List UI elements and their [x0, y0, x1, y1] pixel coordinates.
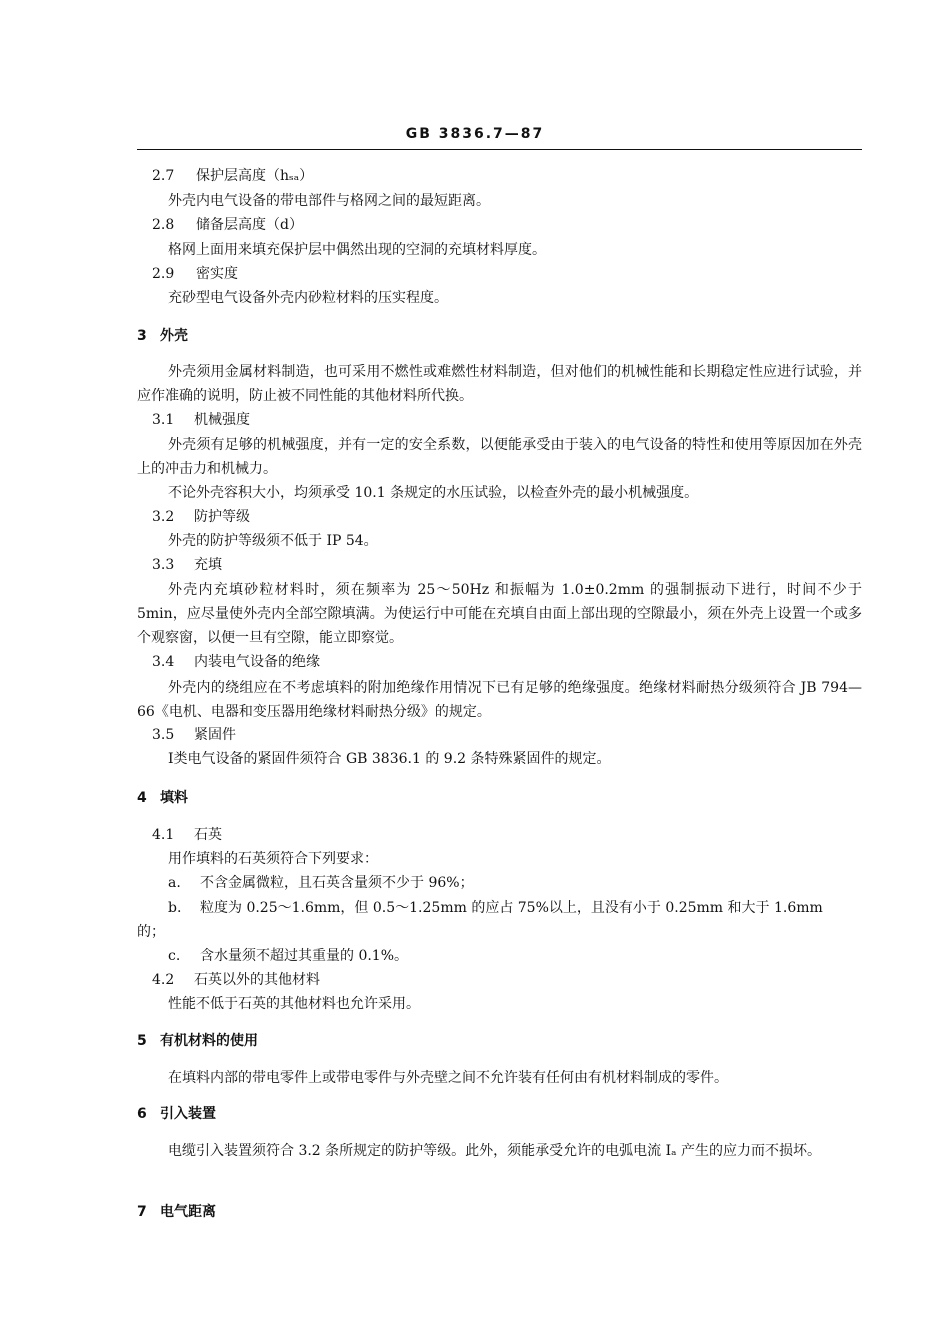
clause-3-1-text-2: 不论外壳容积大小，均须承受 10.1 条规定的水压试验，以检查外壳的最小机械强度。: [168, 485, 699, 501]
header-rule: [137, 149, 862, 150]
clause-2-9-body: 充砂型电气设备外壳内砂粒材料的压实程度。: [168, 290, 448, 306]
clause-4-1-title: 石英: [194, 827, 222, 843]
clause-3-1-number: 3.1: [152, 412, 175, 428]
item-c-text: 含水量须不超过其重量的 0.1%。: [200, 948, 409, 964]
clause-2-8-number: 2.8: [152, 217, 175, 233]
section-6-title: 引入装置: [160, 1106, 216, 1122]
clause-2-9-number: 2.9: [152, 266, 175, 282]
clause-2-7-title: 保护层高度（hₛₐ）: [196, 168, 314, 184]
clause-4-2-body: 性能不低于石英的其他材料也允许采用。: [168, 996, 420, 1012]
section-5-number: 5: [137, 1033, 147, 1049]
clause-2-8-title: 储备层高度（d）: [196, 217, 303, 233]
clause-4-1-number: 4.1: [152, 827, 175, 843]
item-a-label: a.: [168, 875, 181, 891]
clause-3-4-text: 外壳内的绕组应在不考虑填料的附加绝缘作用情况下已有足够的绝缘强度。绝缘材料耐热分级须符合 JB 794—66《电机、电器和变压器用绝缘材料耐热分级》的规定。: [137, 680, 862, 720]
clause-3-4-paragraph: [137, 676, 862, 724]
clause-2-7-number: 2.7: [152, 168, 175, 184]
clause-2-9-title: 密实度: [196, 266, 238, 282]
section-3-text: 外壳须用金属材料制造，也可采用不燃性或难燃性材料制造，但对他们的机械性能和长期稳定性应进行试验，并应作准确的说明，防止被不同性能的其他材料所代换。: [137, 364, 862, 404]
clause-3-5-title: 紧固件: [194, 727, 236, 743]
clause-3-4-title: 内装电气设备的绝缘: [194, 654, 320, 670]
clause-3-2-number: 3.2: [152, 509, 175, 525]
section-7-number: 7: [137, 1204, 147, 1220]
section-3-number: 3: [137, 328, 147, 344]
clause-4-2-number: 4.2: [152, 972, 175, 988]
clause-2-8-body: 格网上面用来填充保护层中偶然出现的空洞的充填材料厚度。: [168, 242, 546, 258]
item-b-text: 粒度为 0.25～1.6mm，但 0.5～1.25mm 的应占 75%以上，且没有小于 0.25mm 和大于 1.6mm: [200, 900, 823, 916]
clause-3-3-title: 充填: [194, 557, 222, 573]
clause-3-5-body: Ⅰ类电气设备的紧固件须符合 GB 3836.1 的 9.2 条特殊紧固件的规定。: [168, 751, 611, 767]
section-3-paragraph: [137, 360, 862, 408]
clause-3-2-title: 防护等级: [194, 509, 250, 525]
standard-code-header: GB 3836.7—87: [405, 126, 545, 142]
section-4-number: 4: [137, 790, 147, 806]
clause-3-3-text: 外壳内充填砂粒材料时，须在频率为 25～50Hz 和振幅为 1.0±0.2mm 的强制振动下进行，时间不少于 5min，应尽量使外壳内全部空隙填满。为使运行中可能在充填自由面上部出现的空隙最小，须在外壳上设置一个或多个观察窗，以便一旦有空隙，能立即察觉。: [137, 582, 862, 646]
item-b-text-continued: 的；: [137, 924, 165, 940]
item-c-label: c.: [168, 948, 181, 964]
item-b-label: b.: [168, 900, 182, 916]
clause-3-5-number: 3.5: [152, 727, 175, 743]
clause-3-1-text-1: 外壳须有足够的机械强度，并有一定的安全系数，以便能承受由于装入的电气设备的特性和使用等原因加在外壳上的冲击力和机械力。: [137, 437, 862, 477]
clause-3-2-body: 外壳的防护等级须不低于 IP 54。: [168, 533, 378, 549]
clause-4-2-title: 石英以外的其他材料: [194, 972, 320, 988]
clause-3-4-number: 3.4: [152, 654, 175, 670]
clause-2-7-body: 外壳内电气设备的带电部件与格网之间的最短距离。: [168, 193, 490, 209]
clause-3-1-paragraph: [137, 433, 862, 505]
clause-3-3-number: 3.3: [152, 557, 175, 573]
item-a-text: 不含金属微粒，且石英含量须不少于 96%；: [200, 875, 474, 891]
section-7-title: 电气距离: [160, 1204, 216, 1220]
clause-3-3-paragraph: [137, 578, 862, 650]
clause-3-1-title: 机械强度: [194, 412, 250, 428]
clause-4-1-intro: 用作填料的石英须符合下列要求：: [168, 851, 378, 867]
section-5-body: 在填料内部的带电零件上或带电零件与外壳壁之间不允许装有任何由有机材料制成的零件。: [168, 1070, 728, 1086]
section-4-title: 填料: [160, 790, 188, 806]
section-6-text: 电缆引入装置须符合 3.2 条所规定的防护等级。此外，须能承受允许的电弧电流 Iₐ 产生的应力而不损坏。: [168, 1143, 821, 1159]
section-6-number: 6: [137, 1106, 147, 1122]
section-3-title: 外壳: [160, 328, 188, 344]
section-5-title: 有机材料的使用: [160, 1033, 258, 1049]
section-6-paragraph: [137, 1139, 862, 1163]
